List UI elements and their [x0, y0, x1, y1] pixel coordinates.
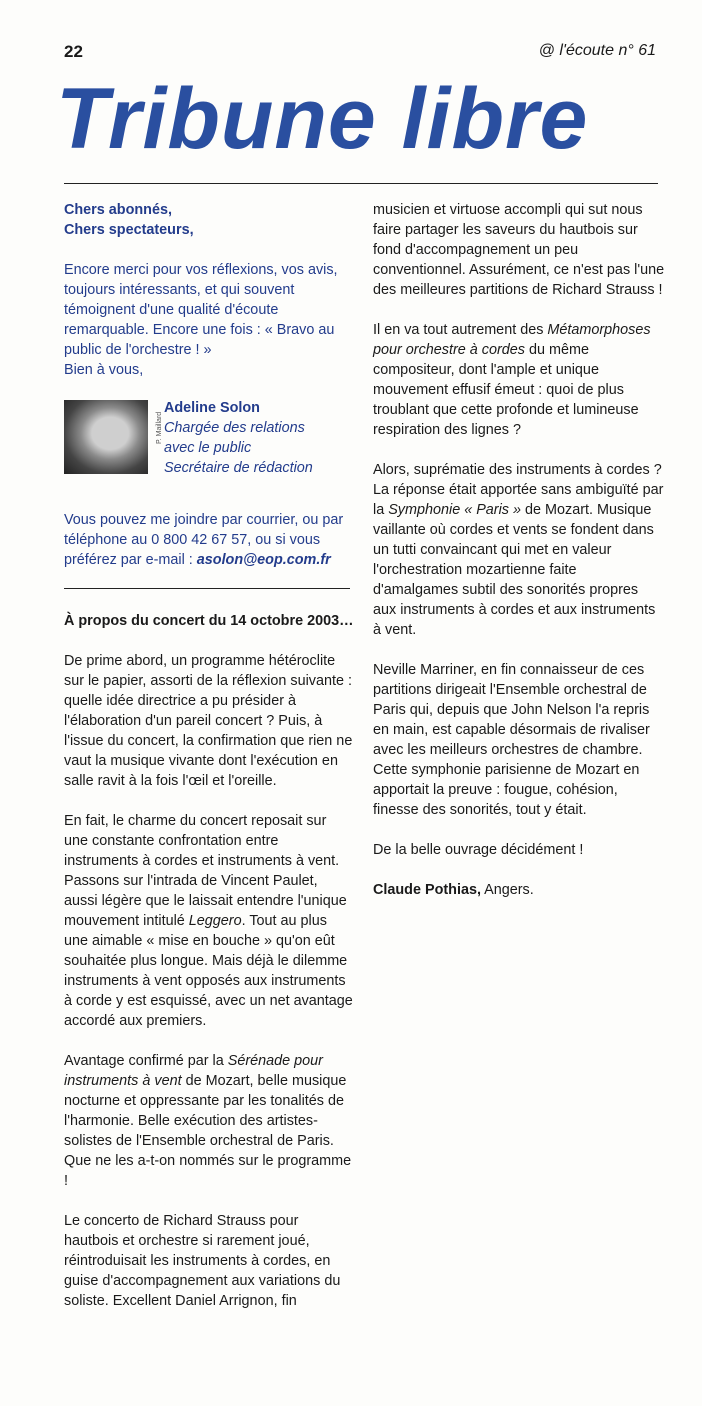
author-name: Claude Pothias, — [373, 882, 481, 898]
greeting-line-2: Chers spectateurs, — [64, 222, 194, 238]
title-rule — [64, 183, 658, 184]
intro-paragraph — [64, 260, 354, 380]
signature-block — [64, 400, 354, 490]
letter-paragraph-4-continued — [373, 200, 665, 300]
photo-credit: P. Maillard — [156, 411, 163, 444]
signature-role-3: Secrétaire de rédaction — [164, 460, 313, 476]
contact-text: Vous pouvez me joindre par courrier, ou par téléphone au 0 800 42 67 57, ou si vous préférez par e-mail : — [64, 512, 344, 568]
page-number: 22 — [64, 42, 83, 61]
letter-heading: À propos du concert du 14 octobre 2003… — [64, 613, 354, 629]
section-rule — [64, 588, 350, 589]
signature-text — [164, 398, 354, 478]
p4-overflow: musicien et virtuose accompli qui sut nous faire partager les saveurs du hautbois sur fond d'accompagnement un peu conventionnel. Assurément, ce n'est pas l'une des meilleures partitions de Richard Strauss ! — [373, 202, 665, 298]
right-column — [373, 200, 665, 920]
greeting-line-1: Chers abonnés, — [64, 202, 172, 218]
signature-name: Adeline Solon — [164, 400, 260, 416]
contact-paragraph — [64, 510, 354, 570]
letter-paragraph-4: Le concerto de Richard Strauss pour hautbois et orchestre si rarement joué, réintroduisait les instruments à cordes, en guise d'accompagnement aux variations du soliste. Excellent Daniel Arrignon, fin — [64, 1213, 341, 1309]
greeting — [64, 200, 354, 240]
intro-thanks: Encore merci pour vos réflexions, vos avis, toujours intéressants, et qui souvent témoignent d'une qualité d'écoute remarquable. Encore une fois : « Bravo au public de l'orchestre ! » — [64, 262, 338, 358]
letter-paragraph-7: Neville Marriner, en fin connaisseur de ces partitions dirigeait l'Ensemble orchestral de Paris qui, depuis que John Nelson l'a repris en main, est capable désormais de rivaliser avec les meilleurs orchestres de chambre. Cette symphonie parisienne de Mozart en apportait la preuve : fougue, cohésion, finesse des sonorités, tout y était. — [373, 662, 650, 818]
author-city: Angers. — [480, 882, 534, 898]
signature-role-2: avec le public — [164, 440, 252, 456]
signature-role-1: Chargée des relations — [164, 420, 305, 436]
author-photo — [64, 400, 148, 474]
letter-paragraph-3: Avantage confirmé par la Sérénade pour instruments à vent de Mozart, belle musique nocturne et oppressante par les tonalités de l'harmonie. Belle exécution des artistes-solistes de l'Ensemble orchestral de Paris. Que ne les a-t-on nommés sur le programme ! — [64, 1053, 352, 1189]
letter-paragraph-2: En fait, le charme du concert reposait sur une constante confrontation entre instruments à cordes et instruments à vent. Passons sur l'intrada de Vincent Paulet, aussi légère que le laissait entendre l'unique mouvement intitulé Leggero. Tout au plus une aimable « mise en bouche » qu'on eût souhaitée plus longue. Mais déjà le dilemme instruments à vent opposés aux instruments à corde y est esquissé, avec un net avantage accordé aux premiers. — [64, 813, 353, 1029]
letter-author — [373, 880, 665, 900]
letter-paragraph-1: De prime abord, un programme hétéroclite sur le papier, assorti de la réflexion suivante : quelle idée directrice a pu présider à l'élaboration d'un pareil concert ? Puis, à l'issue du concert, la confirmation que rien ne vaut la musique vivante dont l'exécution en salle ravit à la fois l'œil et l'oreille. — [64, 653, 353, 789]
letter-paragraph-8: De la belle ouvrage décidément ! — [373, 842, 584, 858]
intro-closing: Bien à vous, — [64, 362, 144, 378]
contact-email[interactable]: asolon@eop.com.fr — [196, 552, 331, 568]
page-title: Tribune libre — [56, 71, 589, 167]
issue-label: @ l'écoute n° 61 — [538, 42, 656, 59]
letter-paragraph-6: Alors, suprématie des instruments à cordes ? La réponse était apportée sans ambiguïté par la Symphonie « Paris » de Mozart. Musique vaillante où cordes et vents se fondent dans un tutti convaincant qui met en valeur l'orchestration mozartienne faite d'amalgames subtil des sonorités propres aux instruments à cordes et aux instruments à vent. — [373, 462, 664, 638]
left-column — [64, 200, 354, 1331]
letter-paragraph-5: Il en va tout autrement des Métamorphoses pour orchestre à cordes du même compositeur, dont l'ample et unique mouvement effusif émeut : quoi de plus troublant que cette profonde et lumineuse respiration des lignes ? — [373, 322, 651, 438]
